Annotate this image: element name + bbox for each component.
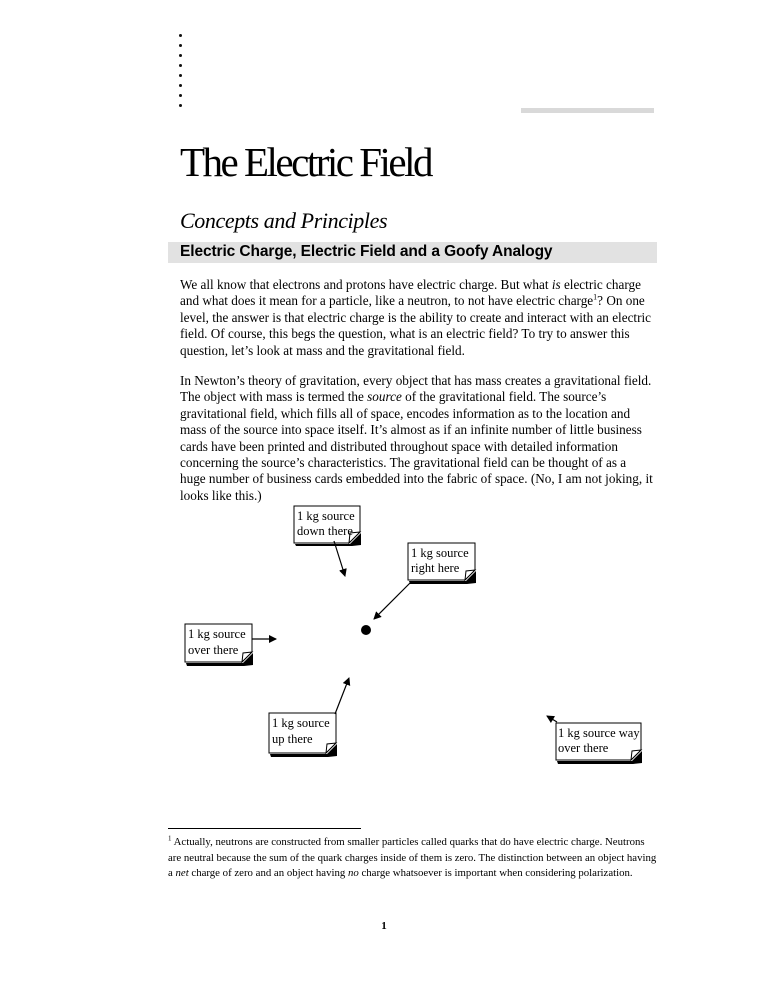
card-over-there-line1: 1 kg source (188, 627, 246, 641)
footnote-mark: 1 (168, 834, 172, 843)
card-right-here-line2: right here (411, 561, 460, 575)
business-card-way-over-there (556, 723, 642, 764)
paragraph-2-text-a: In Newton’s theory of gravitation, every object that has mass creates a gravitational field. The object with mass is termed the (180, 373, 652, 405)
footnote-separator (168, 828, 361, 829)
card-right-here-line1: 1 kg source (411, 546, 469, 560)
card-way-over-there-line2: over there (558, 741, 609, 755)
footnote-text-c: charge whatsoever is important when considering polarization. (358, 867, 633, 879)
footnote-reference[interactable]: 1 (593, 293, 598, 303)
business-card-down-there (294, 506, 361, 546)
chapter-title: The Electric Field (180, 139, 431, 185)
paragraph-1-text-b: electric charge and what does it mean for a particle, like a neutron, to not have electric charge (180, 277, 641, 309)
footnote-text-b: charge of zero and an object having (188, 867, 348, 879)
paragraph-1-text-c: ? On one level, the answer is that electric charge is the ability to create and interact with an electric field. Of course, this begs the question, what is an electric field? To try to answer this question, let’s look at mass and the gravitational field. (180, 293, 651, 358)
card-way-over-there-line1: 1 kg source way (558, 726, 640, 740)
arrow-up-there (335, 678, 349, 714)
card-up-there-line2: up there (272, 732, 313, 746)
business-card-up-there (269, 713, 337, 757)
card-down-there-line1: 1 kg source (297, 509, 355, 523)
arrow-down-there (334, 541, 345, 576)
arrow-right-here (374, 583, 410, 619)
paragraph-1-emphasis: is (551, 277, 561, 292)
business-card-over-there (185, 624, 253, 666)
paragraph-2-emphasis: source (367, 389, 402, 405)
card-over-there-line2: over there (188, 643, 239, 657)
section-heading: Electric Charge, Electric Field and a Goofy Analogy (180, 243, 553, 260)
arrow-way-over-there (547, 716, 557, 722)
card-up-there-line1: 1 kg source (272, 716, 330, 730)
chapter-subtitle: Concepts and Principles (180, 208, 388, 233)
footnote-text-a: Actually, neutrons are constructed from smaller particles called quarks that do have electric charge. Neutrons are neutral because the sum of the quark charges inside of them is zero. The distinction between an object having a (168, 836, 657, 879)
card-down-there-line2: down there (297, 524, 353, 538)
paragraph-1-text-a: We all know that electrons and protons have electric charge. But what (180, 277, 552, 292)
business-card-right-here (408, 543, 476, 584)
footnote-1 (168, 835, 658, 882)
footnote-emphasis-no: no (348, 867, 359, 879)
page-number: 1 (381, 920, 387, 932)
paragraph-2-text-b: of the gravitational field. The source’s gravitational field, which fills all of space, encodes information as to the location and mass of the source into space itself. It’s almost as if an infinite number of little business cards have been printed and distributed throughout space with detailed information concerning the source’s characteristics. The gravitational field can be thought of as a huge number of business cards embedded into the fabric of space. (No, I am not joking, it looks like this.) (180, 389, 653, 503)
source-mass-dot (361, 625, 371, 635)
footnote-emphasis-net: net (175, 867, 189, 879)
